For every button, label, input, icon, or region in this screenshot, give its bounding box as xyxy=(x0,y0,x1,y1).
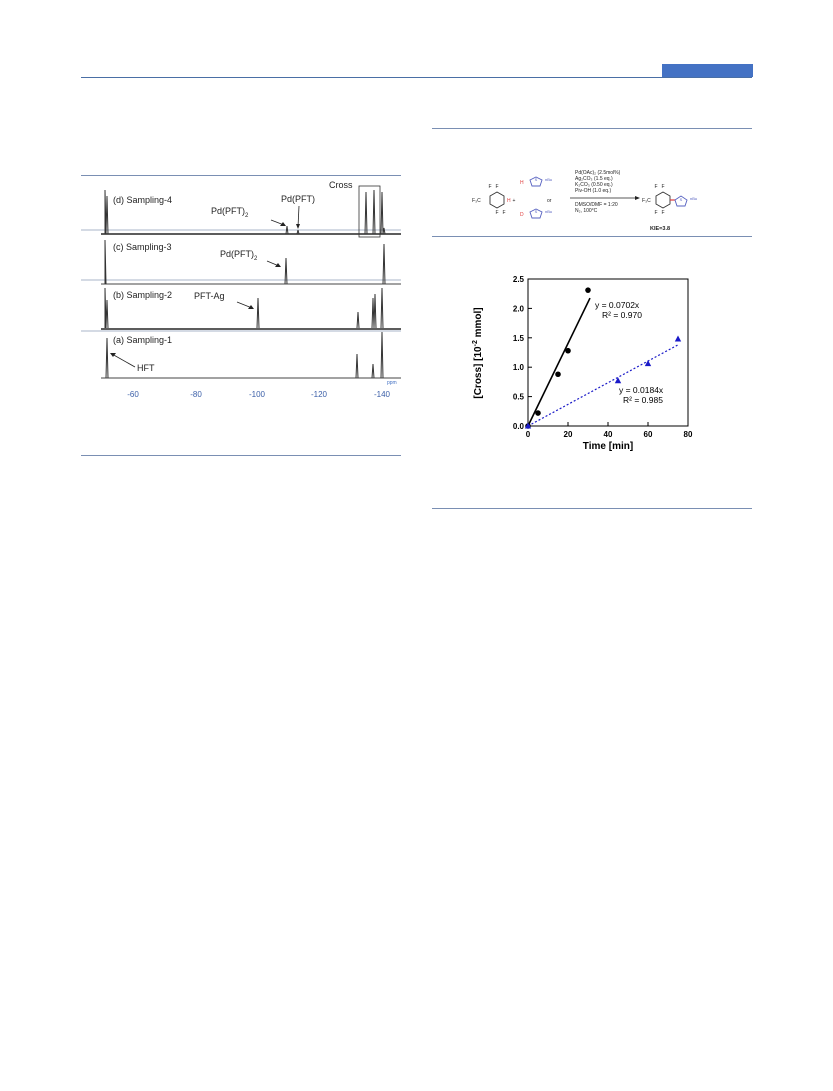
fit-equation: y = 0.0184x xyxy=(619,385,664,395)
h-label: H xyxy=(507,198,511,204)
trace-label-a: (a) Sampling-1 xyxy=(113,335,173,345)
hft-label: HFT xyxy=(137,363,155,373)
svg-text:N₂, 100°C: N₂, 100°C xyxy=(575,208,598,214)
svg-text:S: S xyxy=(534,177,538,182)
data-point xyxy=(565,348,571,354)
svg-text:K₂CO₃ (0.50 eq.): K₂CO₃ (0.50 eq.) xyxy=(575,182,613,188)
x-tick-label: 20 xyxy=(563,430,573,439)
x-tick-label: -60 xyxy=(127,390,139,399)
pft-ag-label: PFT-Ag xyxy=(194,291,225,301)
y-tick-label: 0.0 xyxy=(512,422,524,431)
fit-r2: R² = 0.970 xyxy=(602,310,642,320)
cross-highlight-box xyxy=(359,186,380,237)
nmr-x-ticks xyxy=(127,390,390,399)
arrow-head xyxy=(296,224,300,229)
x-tick-label: 60 xyxy=(643,430,653,439)
svg-text:F: F xyxy=(495,210,499,216)
y-tick-label: 0.5 xyxy=(512,392,524,402)
thiophene-d xyxy=(520,209,552,218)
thiophene-h xyxy=(520,177,552,186)
data-point xyxy=(615,377,621,383)
x-tick-label: -80 xyxy=(190,390,202,399)
svg-text:F: F xyxy=(654,184,658,190)
y-tick-label: 1.0 xyxy=(512,363,524,373)
data-point xyxy=(535,410,541,416)
svg-text:D: D xyxy=(520,212,524,218)
header-rule xyxy=(81,77,752,78)
data-point xyxy=(585,287,591,293)
svg-text:Ag₂CO₃ (1.5 eq.): Ag₂CO₃ (1.5 eq.) xyxy=(575,176,613,182)
x-tick-label: -100 xyxy=(248,390,266,399)
svg-text:DMSO/DMF = 1:20: DMSO/DMF = 1:20 xyxy=(575,202,618,208)
svg-text:nBu: nBu xyxy=(545,177,553,182)
or-label: or xyxy=(547,198,552,204)
figure-bottom-rule xyxy=(81,455,401,456)
arrow-head xyxy=(110,353,116,357)
svg-text:nBu: nBu xyxy=(545,209,553,214)
scheme-bottom-rule xyxy=(432,236,752,237)
nmr-spectra-figure xyxy=(81,180,401,405)
svg-text:Pd(OAc)₂ (2.5mol%): Pd(OAc)₂ (2.5mol%) xyxy=(575,170,621,176)
ppm-unit: ppm xyxy=(387,380,397,386)
arrow xyxy=(298,206,299,227)
svg-text:F: F xyxy=(661,210,665,216)
x-axis-label: Time [min] xyxy=(582,441,634,452)
y-axis-label: [Cross] [$10^{-2}$ mmol] xyxy=(472,307,484,399)
pd-pft2-label-d: $Pd(PFT)_2$ xyxy=(211,206,249,219)
svg-text:S: S xyxy=(679,197,683,202)
pd-pft-label-d: Pd(PFT) xyxy=(281,194,316,204)
reaction-arrow-head xyxy=(635,196,640,200)
fit-line-solid xyxy=(528,298,590,426)
arrow xyxy=(112,354,135,367)
x-tick-label: -140 xyxy=(373,390,391,399)
pd-pft2-label-c: $Pd(PFT)_2$ xyxy=(220,249,258,262)
cross-label: Cross xyxy=(329,180,353,190)
fit-equation: y = 0.0702x xyxy=(595,300,640,310)
svg-text:Piv-OH (1.0 eq.): Piv-OH (1.0 eq.) xyxy=(575,188,612,194)
cf3-left-label: F₃C xyxy=(472,198,481,204)
trace-label-b: (b) Sampling-2 xyxy=(113,290,173,300)
svg-text:F: F xyxy=(661,184,665,190)
svg-text:+: + xyxy=(512,198,516,204)
svg-text:H: H xyxy=(520,180,524,186)
chart-bottom-rule xyxy=(432,508,752,509)
svg-text:nBu: nBu xyxy=(690,196,698,201)
svg-text:S: S xyxy=(534,209,538,214)
kie-label: KIE=3.8 xyxy=(650,226,671,232)
svg-text:F: F xyxy=(502,210,506,216)
data-point xyxy=(645,360,651,366)
y-tick-label: 2.5 xyxy=(512,275,524,284)
svg-text:F: F xyxy=(488,184,492,190)
scheme-top-rule xyxy=(432,128,752,129)
data-point xyxy=(555,371,561,377)
fit-r2: R² = 0.985 xyxy=(623,395,663,405)
figure-top-rule xyxy=(81,175,401,176)
x-tick-label: 0 xyxy=(525,430,531,439)
cf3-right-label: F₃C xyxy=(642,198,651,204)
x-tick-label: 40 xyxy=(603,430,613,439)
trace-label-c: (c) Sampling-3 xyxy=(113,242,172,252)
reaction-scheme xyxy=(470,168,720,234)
kinetics-chart xyxy=(460,270,700,465)
product xyxy=(642,184,697,216)
y-tick-label: 2.0 xyxy=(512,304,524,314)
y-tick-label: 1.5 xyxy=(512,333,524,343)
x-tick-label: 80 xyxy=(683,430,693,439)
svg-text:F: F xyxy=(654,210,658,216)
reaction-conditions xyxy=(570,170,640,214)
tetrafluoro-aryl-left xyxy=(472,184,516,216)
header-color-tab xyxy=(662,64,753,77)
trace-label-d: (d) Sampling-4 xyxy=(113,195,173,205)
x-tick-label: -120 xyxy=(310,390,328,399)
svg-text:F: F xyxy=(495,184,499,190)
data-point xyxy=(675,335,681,341)
